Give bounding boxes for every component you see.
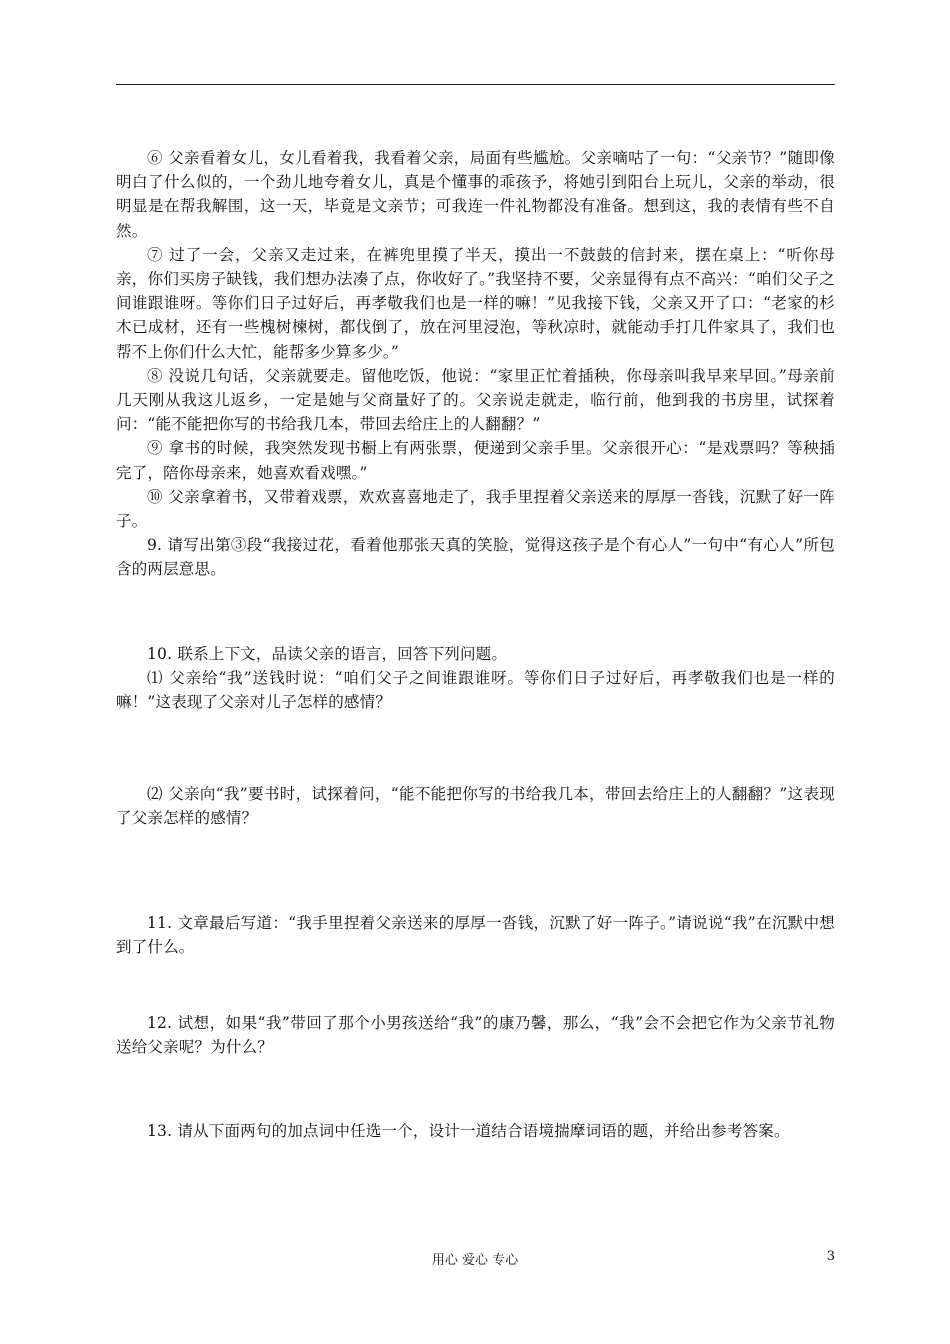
answer-space-11 <box>116 959 835 1011</box>
question-10-1: ⑴ 父亲给“我”送钱时说：“咱们父子之间谁跟谁呀。等你们日子过好后，再孝敬我们也是一样的嘛！”这表现了父亲对儿子怎样的感情？ <box>116 668 835 712</box>
question-9: 9. 请写出第③段“我接过花，看着他那张天真的笑脸，觉得这孩子是个有心人”一句中“有心人”所包含的两层意思。 <box>116 536 835 579</box>
question-13: 13. 请从下面两句的加点词中任选一个，设计一道结合语境揣摩词语的题，并给出参考答案。 <box>147 1122 790 1141</box>
paragraph-9: ⑨ 拿书的时候，我突然发现书橱上有两张票，便递到父亲手里。父亲很开心：“是戏票吗？等秧插完了，陪你母亲来，她喜欢看戏嘿。” <box>116 439 835 482</box>
footer-motto: 用心 爱心 专心 <box>431 1253 519 1268</box>
paragraph-8: ⑧ 没说几句话，父亲就要走。留他吃饭，他说：“家里正忙着插秧，你母亲叫我早来早回。”母亲前几天刚从我这儿返乡，一定是她与父商量好了的。父亲说走就走，临行前，他到我的书房里，试探着问：“能不能把你写的书给我几本，带回去给庄上的人翻翻？” <box>116 366 835 434</box>
answer-space-10-2 <box>116 831 835 911</box>
question-11: 11. 文章最后写道：“我手里捏着父亲送来的厚厚一沓钱，沉默了好一阵子。”请说说“我”在沉默中想到了什么。 <box>116 913 835 956</box>
question-10-2: ⑵ 父亲向“我”要书时，试探着问，“能不能把你写的书给我几本，带回去给庄上的人翻翻？”这表现了父亲怎样的感情？ <box>116 785 835 828</box>
document-body <box>116 146 835 1144</box>
page-number: 3 <box>826 1249 835 1264</box>
answer-space-10-1 <box>116 714 835 782</box>
header-rule <box>116 84 835 85</box>
answer-space-9 <box>116 582 835 642</box>
question-12: 12. 试想，如果“我”带回了那个小男孩送给“我”的康乃馨，那么，“我”会不会把它作为父亲节礼物送给父亲呢？为什么？ <box>116 1014 835 1057</box>
paragraph-6: ⑥ 父亲看着女儿，女儿看着我，我看着父亲，局面有些尴尬。父亲嘀咕了一句：“父亲节？”随即像明白了什么似的，一个劲儿地夸着女儿，真是个懂事的乖孩予，将她引到阳台上玩儿，父亲的举动，很明显是在帮我解围，这一天，毕竟是文亲节；可我连一件礼物都没有准备。想到这，我的表情有些不自然。 <box>116 149 835 240</box>
paragraph-7: ⑦ 过了一会，父亲又走过来，在裤兜里摸了半天，摸出一不鼓鼓的信封来，摆在桌上：“听你母亲，你们买房子缺钱，我们想办法凑了点，你收好了。”我坚持不要，父亲显得有点不高兴：“咱们父子之间谁跟谁呀。等你们日子过好后，再孝敬我们也是一样的嘛！”见我接下钱，父亲又开了口：“老家的杉木已成材，还有一些槐树楝树，都伐倒了，放在河里浸泡，等秋凉时，就能动手打几件家具了，我们也帮不上你们什么大忙，能帮多少算多少。” <box>116 245 835 361</box>
paragraph-10: ⑩ 父亲拿着书，又带着戏票，欢欢喜喜地走了，我手里捏着父亲送来的厚厚一沓钱，沉默了好一阵子。 <box>116 487 835 531</box>
answer-space-12 <box>116 1059 835 1119</box>
question-10: 10. 联系上下文，品读父亲的语言，回答下列问题。 <box>147 644 508 663</box>
